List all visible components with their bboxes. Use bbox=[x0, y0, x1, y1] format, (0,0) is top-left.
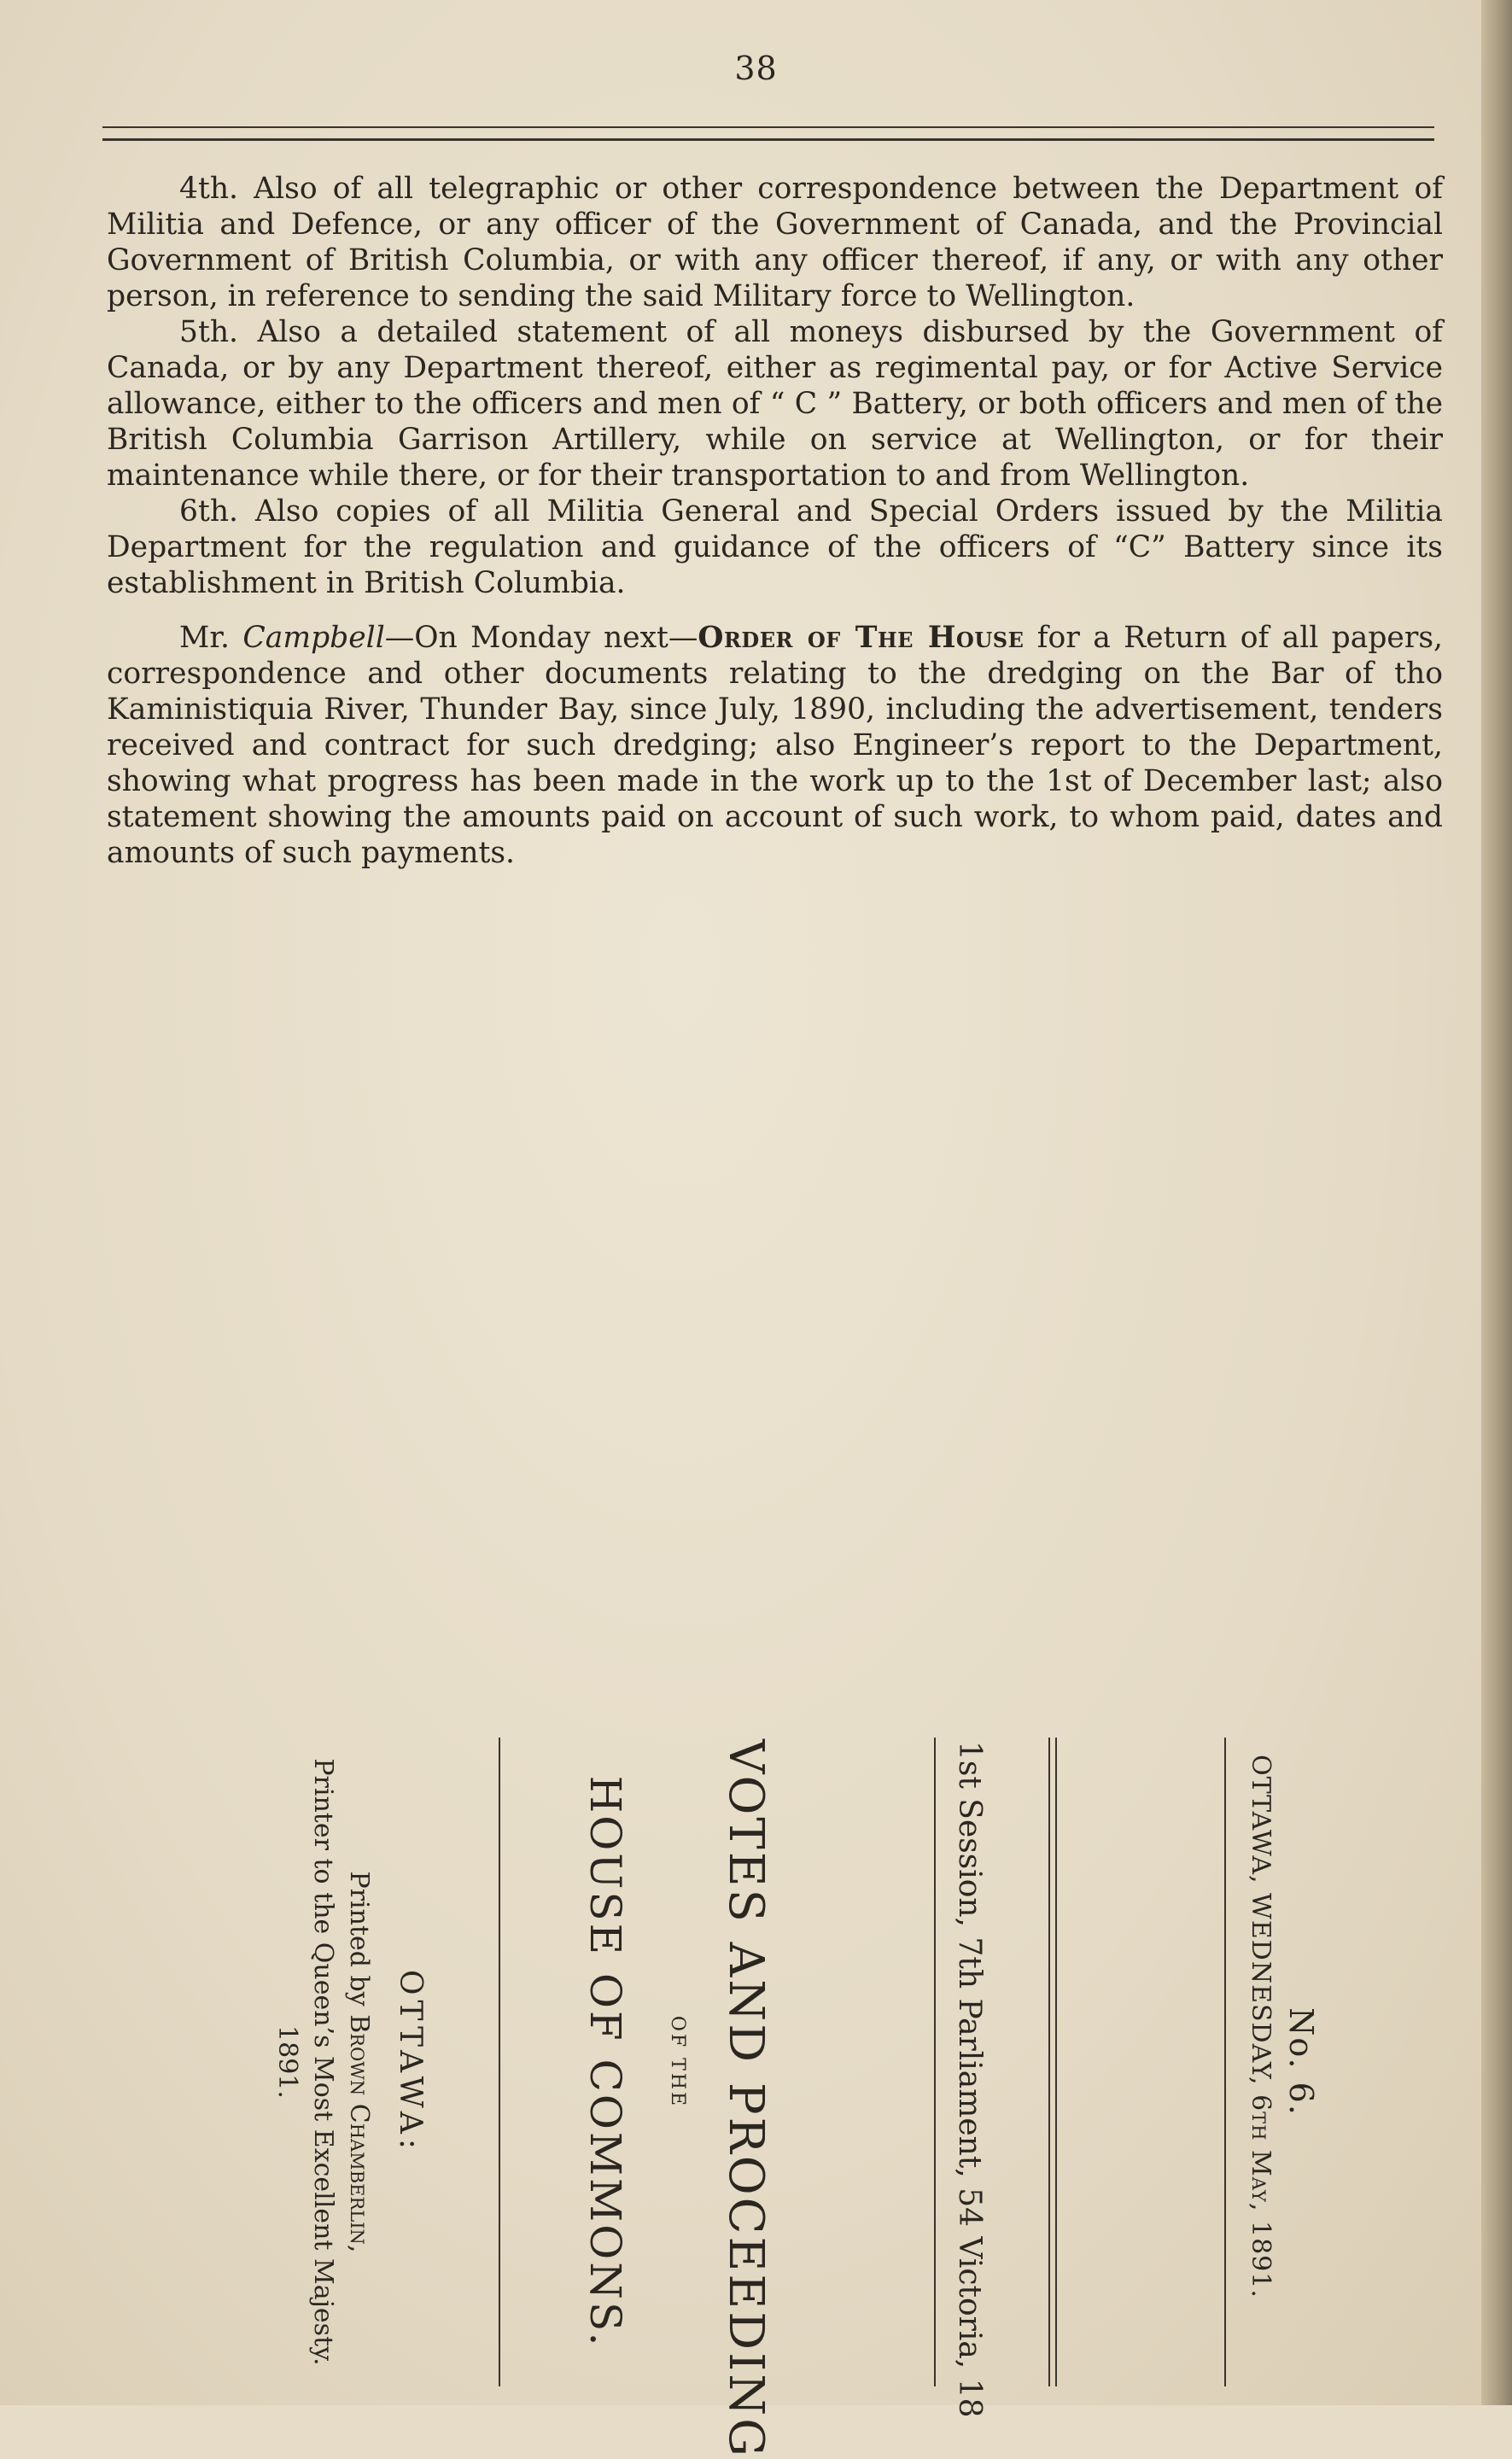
cover-rule-4 bbox=[934, 1738, 936, 2386]
motion-prefix: Mr. bbox=[179, 621, 243, 655]
cover-printer-name: Brown Chamberlin, bbox=[344, 2014, 374, 2253]
motion-member: Campbell bbox=[242, 621, 385, 655]
paragraph-4th: 4th. Also of all telegraphic or other correspondence between the Department of Militia and Defence, or any officer of the Government of Canada, and the Provincial Government of British Columbia, or with any officer thereof, if any, or with any other person, in reference to sending the said Military force to Wellington. bbox=[107, 172, 1443, 313]
cover-printer bbox=[344, 1738, 374, 2386]
cover-date-year: , 1891. bbox=[1246, 2202, 1276, 2298]
cover-printer-prefix: Printed by bbox=[344, 1871, 374, 2015]
cover-rule-1 bbox=[1224, 1738, 1226, 2386]
cover-printer-title: Printer to the Queen’s Most Excellent Majesty. bbox=[308, 1758, 338, 2366]
cover-city: OTTAWA: bbox=[393, 1969, 428, 2155]
cover-date bbox=[1246, 1738, 1276, 2404]
cover-title: VOTES AND PROCEEDING bbox=[718, 1739, 774, 2459]
cover-rule-5 bbox=[499, 1738, 500, 2386]
rotated-cover-block bbox=[116, 1738, 1354, 2459]
cover-session: 1st Session, 7th Parliament, 54 Victoria, 18 bbox=[952, 1741, 987, 2418]
cover-rule-2 bbox=[1055, 1738, 1057, 2386]
header-rule-thin bbox=[102, 126, 1434, 128]
paragraph-motion-campbell bbox=[107, 620, 1443, 871]
paragraph-5th: 5th. Also a detailed statement of all moneys disbursed by the Government of Canada, or by any Department thereof, either as regimental pay, or for Active Service allowance, either to the officers and men of “ C ” Battery, or both officers and men of the British Columbia Garrison Artillery, while on service at Wellington, or for their maintenance while there, or for their transportation to and from Wellington. bbox=[107, 315, 1443, 493]
motion-body: for a Return of all papers, correspondence and other documents relating to the dredging on the Bar of tho Kaministiquia River, Thunder Bay, since July, 1890, including the advertisement, tenders received and contract for such dredging; also Engineer’s report to the Department, showing what progress has been made in the work up to the 1st of December last; also statement showing the amounts paid on account of such work, to whom paid, dates and amounts of such payments. bbox=[107, 621, 1443, 870]
motion-dash: —On Monday next— bbox=[384, 621, 698, 655]
cover-of-the: OF THE bbox=[667, 2015, 688, 2109]
header-rule-thick bbox=[102, 138, 1434, 141]
cover-date-day: 6th May bbox=[1246, 2094, 1276, 2203]
cover-date-prefix: OTTAWA, WEDNESDAY, bbox=[1246, 1755, 1276, 2095]
motion-order-label: Order of The House bbox=[698, 621, 1025, 655]
cover-inner bbox=[116, 1738, 1354, 2459]
cover-number: No. 6. bbox=[1282, 2007, 1320, 2117]
cover-house: HOUSE OF COMMONS. bbox=[581, 1775, 630, 2349]
cover-rule-3 bbox=[1048, 1738, 1050, 2386]
page-edge-shadow bbox=[1481, 0, 1512, 2405]
cover-year: 1891. bbox=[272, 2025, 302, 2099]
body-text bbox=[107, 171, 1443, 871]
page-number: 38 bbox=[734, 50, 778, 87]
paragraph-6th: 6th. Also copies of all Militia General and Special Orders issued by the Militia Department for the regulation and guidance of the officers of “C” Battery since its establishment in British Columbia. bbox=[107, 494, 1443, 600]
